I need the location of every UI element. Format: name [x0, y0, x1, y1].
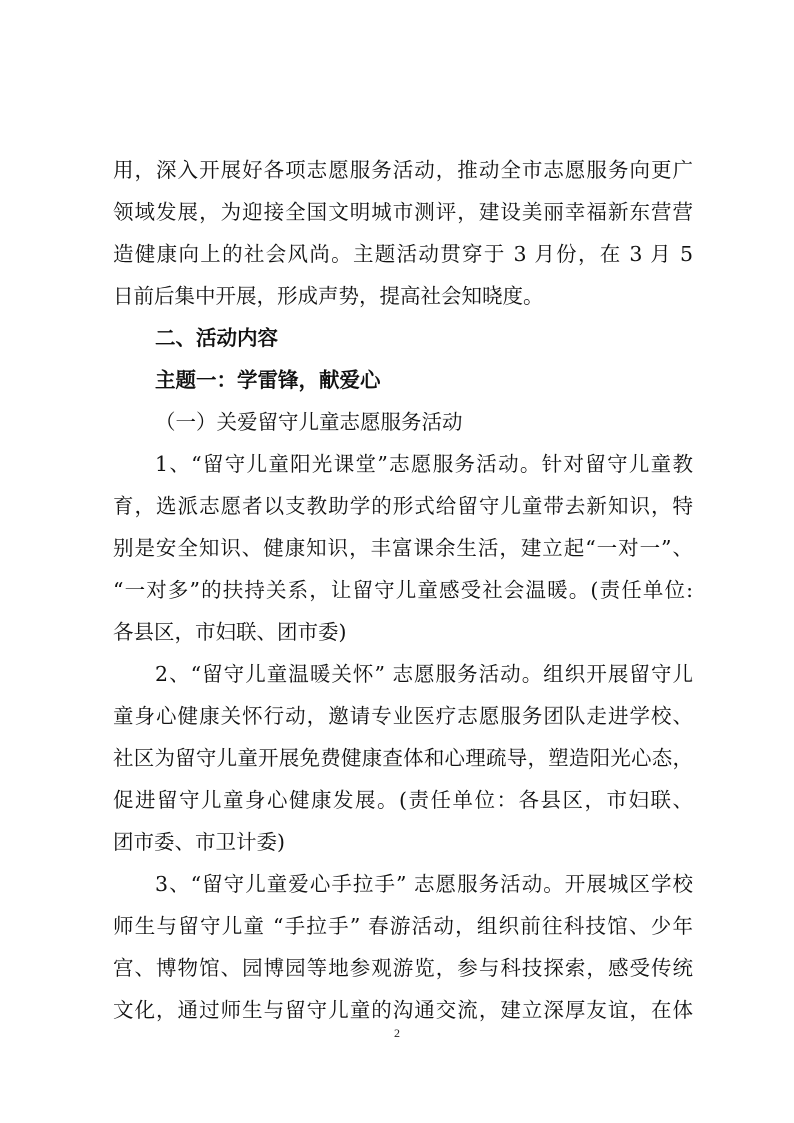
- item-1-line: 育，选派志愿者以支教助学的形式给留守儿童带去新知识，特: [113, 494, 693, 518]
- item-2-line: 促进留守儿童身心健康发展。(责任单位：各县区，市妇联、: [113, 788, 693, 812]
- item-3-line: 3、“留守儿童爱心手拉手” 志愿服务活动。开展城区学校: [155, 872, 693, 896]
- section-heading: 二、活动内容: [155, 326, 278, 350]
- intro-line: 领域发展，为迎接全国文明城市测评，建设美丽幸福新东营营: [113, 200, 693, 224]
- item-2-line: 2、“留守儿童温暖关怀” 志愿服务活动。组织开展留守儿: [155, 662, 693, 686]
- subsection-heading: （一）关爱留守儿童志愿服务活动: [155, 410, 463, 434]
- item-3-line: 师生与留守儿童 “手拉手” 春游活动，组织前往科技馆、少年: [113, 914, 693, 938]
- item-2-line: 社区为留守儿童开展免费健康查体和心理疏导，塑造阳光心态，: [113, 746, 693, 770]
- item-2-line: 团市委、市卫计委): [113, 830, 285, 854]
- intro-line: 造健康向上的社会风尚。主题活动贯穿于 3 月份，在 3 月 5: [113, 242, 693, 266]
- item-3-line: 宫、博物馆、园博园等地参观游览，参与科技探索，感受传统: [113, 956, 693, 980]
- item-1-line: 各县区，市妇联、团市委): [113, 620, 347, 644]
- item-2-line: 童身心健康关怀行动，邀请专业医疗志愿服务团队走进学校、: [113, 704, 693, 728]
- theme-heading: 主题一：学雷锋，献爱心: [155, 368, 381, 392]
- item-1-line: “一对多”的扶持关系，让留守儿童感受社会温暖。(责任单位:: [113, 578, 693, 602]
- page-number: 2: [394, 1026, 400, 1040]
- item-3-line: 文化，通过师生与留守儿童的沟通交流，建立深厚友谊，在体: [113, 998, 693, 1022]
- item-1-line: 别是安全知识、健康知识，丰富课余生活，建立起“一对一”、: [113, 536, 693, 560]
- intro-line: 用，深入开展好各项志愿服务活动，推动全市志愿服务向更广: [113, 158, 693, 182]
- item-1-line: 1、“留守儿童阳光课堂”志愿服务活动。针对留守儿童教: [155, 452, 693, 476]
- intro-line: 日前后集中开展，形成声势，提高社会知晓度。: [113, 284, 544, 308]
